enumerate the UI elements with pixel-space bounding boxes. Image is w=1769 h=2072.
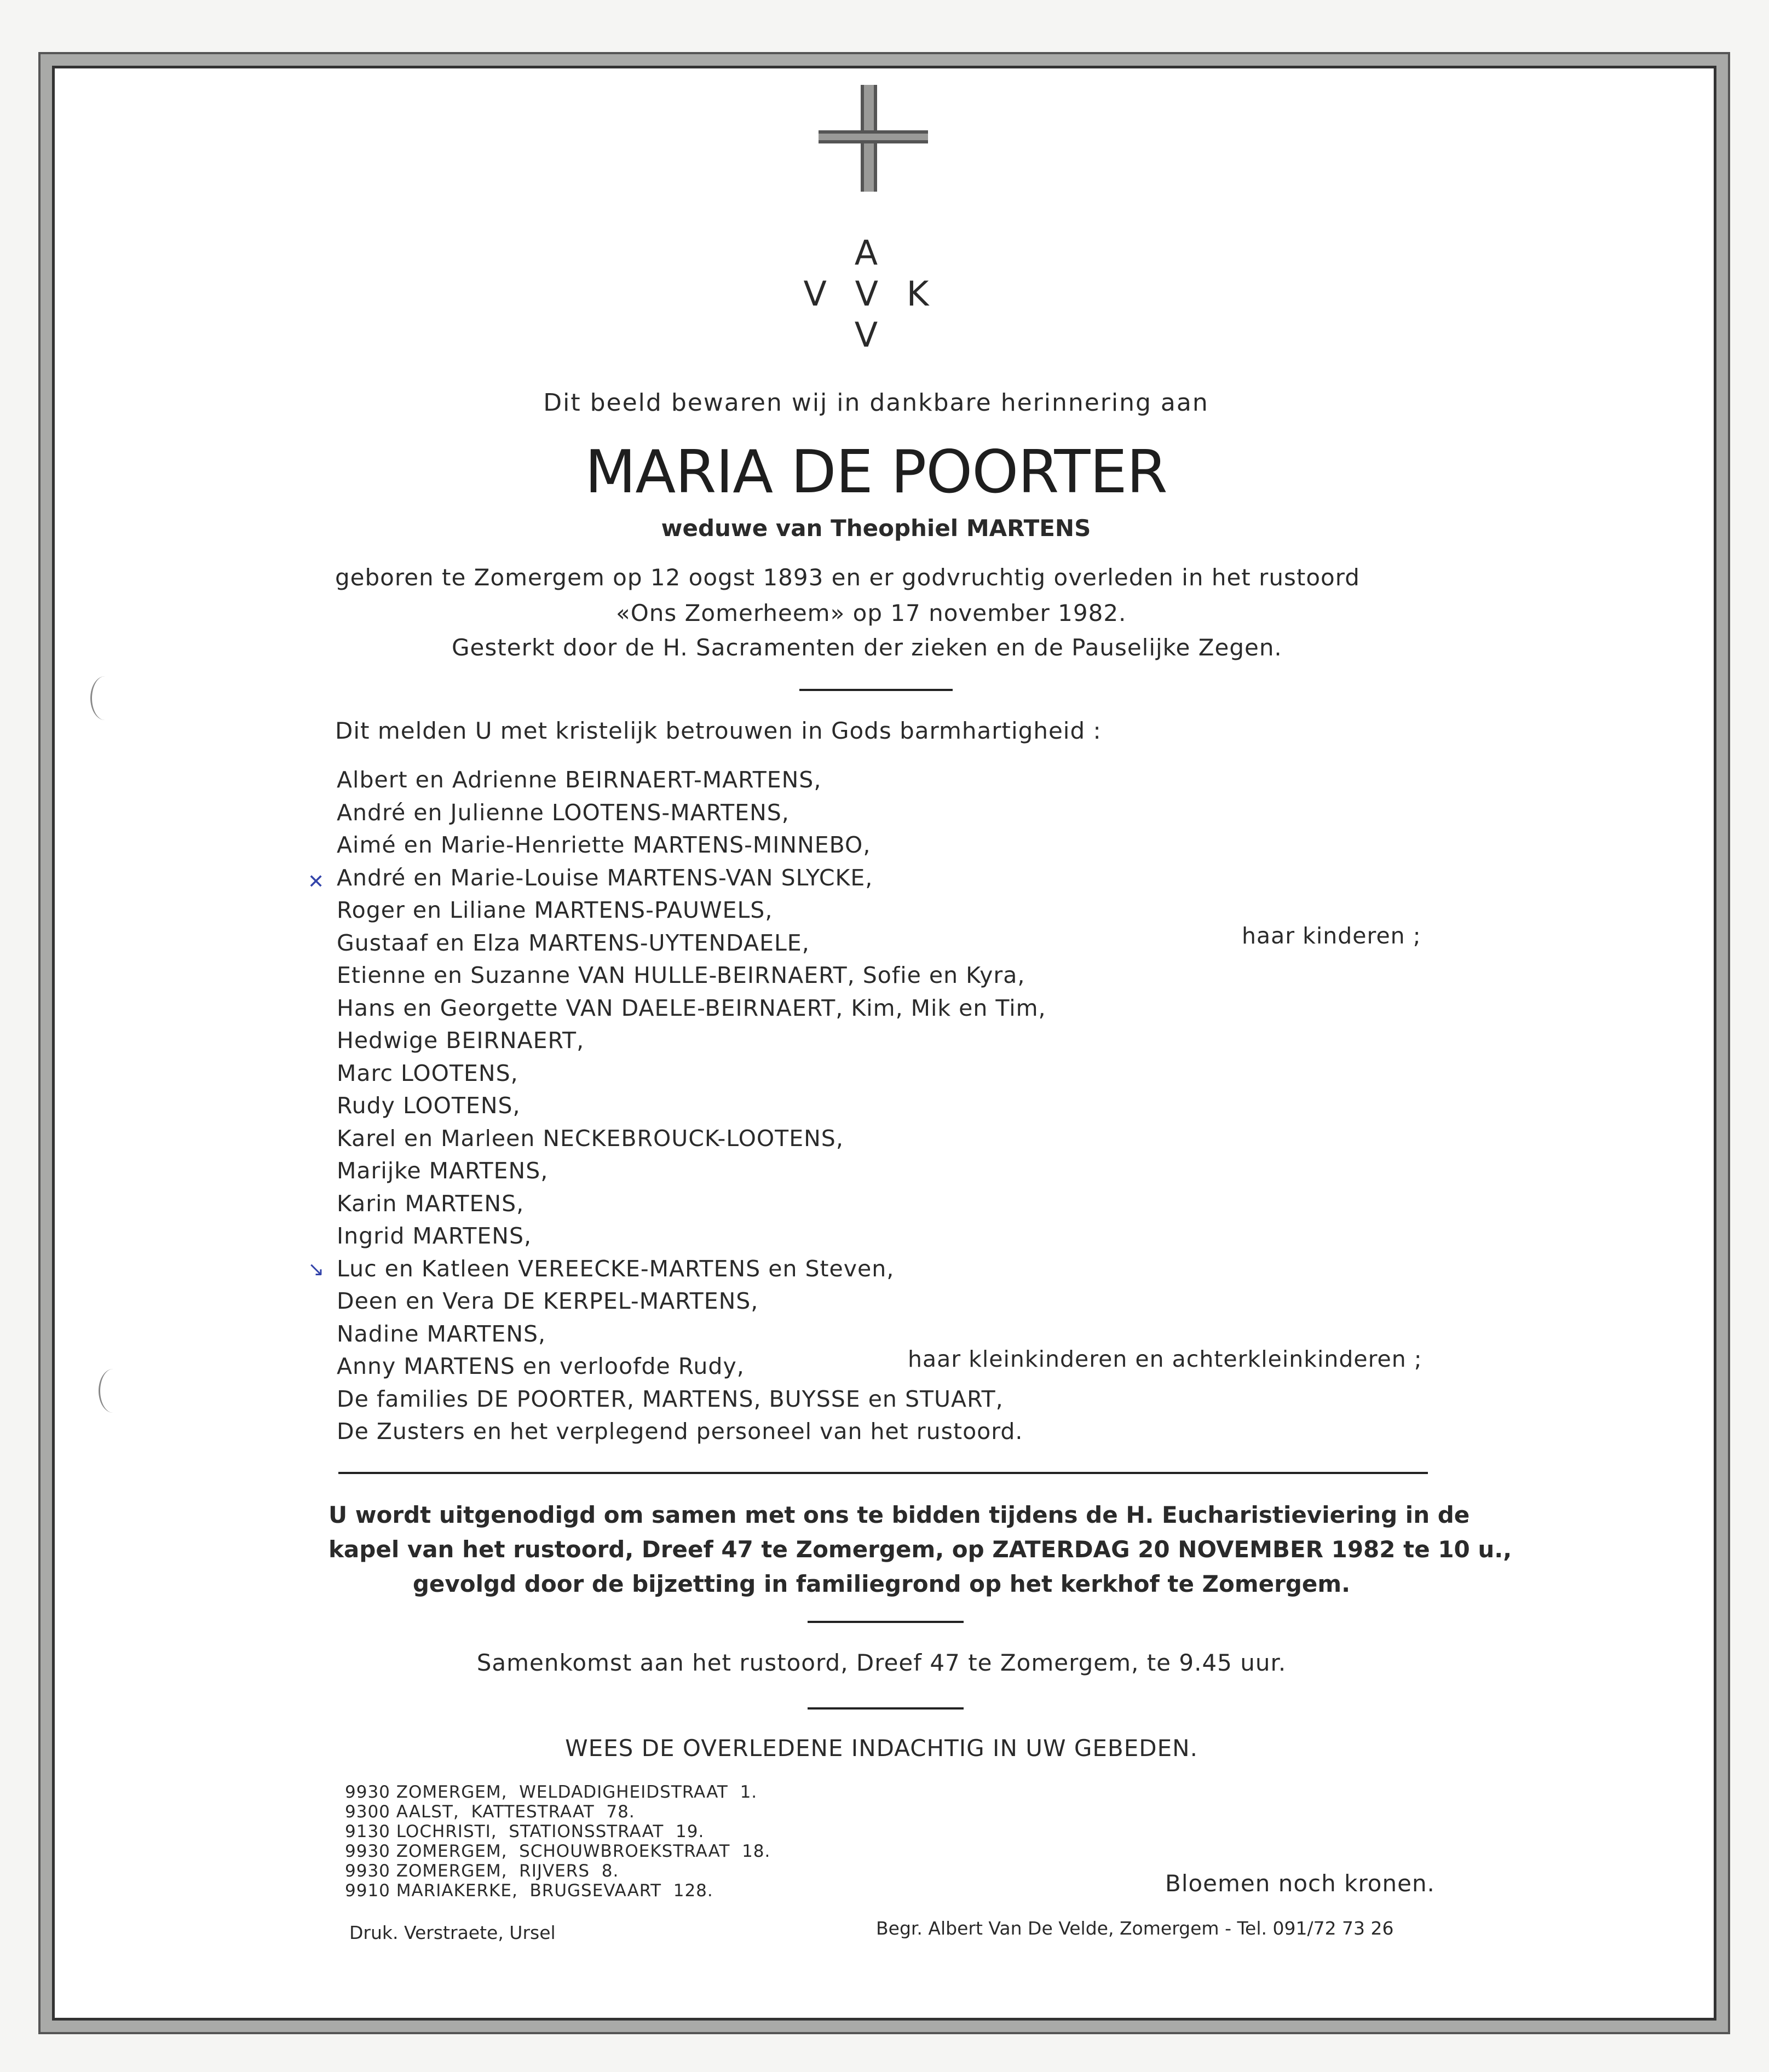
family-member-line: Nadine MARTENS,	[337, 1321, 546, 1347]
family-member-line: Hans en Georgette VAN DAELE-BEIRNAERT, Kim, Mik en Tim,	[337, 995, 1046, 1021]
printer-credit: Druk. Verstraete, Ursel	[349, 1922, 556, 1943]
deceased-name: MARIA DE POORTER	[585, 438, 1167, 507]
family-member-line: Aimé en Marie-Henriette MARTENS-MINNEBO,	[337, 832, 871, 858]
family-member-line: De Zusters en het verplegend personeel van het rustoord.	[337, 1418, 1023, 1444]
widow-subtitle: weduwe van Theophiel MARTENS	[661, 515, 1091, 542]
punch-hole-bottom	[99, 1369, 128, 1413]
monogram-top: A	[854, 233, 887, 273]
address-line: 9300 AALST, KATTESTRAAT 78.	[345, 1802, 635, 1822]
flowers-note: Bloemen noch kronen.	[1165, 1870, 1435, 1897]
family-member-line: Karin MARTENS,	[337, 1190, 525, 1217]
family-member-line: Marc LOOTENS,	[337, 1060, 518, 1086]
divider-short-3	[808, 1707, 964, 1710]
family-member-line: Karel en Marleen NECKEBROUCK-LOOTENS,	[337, 1125, 844, 1152]
family-member-line: Luc en Katleen VEREECKE-MARTENS en Steven,	[337, 1256, 895, 1282]
family-member-line: Rudy LOOTENS,	[337, 1092, 521, 1119]
family-member-line: Deen en Vera DE KERPEL-MARTENS,	[337, 1288, 759, 1314]
divider-short-2	[808, 1621, 964, 1623]
invitation-line-1: U wordt uitgenodigd om samen met ons te bidden tijdens de H. Eucharistieviering in de	[329, 1501, 1470, 1528]
family-member-line: Hedwige BEIRNAERT,	[337, 1027, 585, 1054]
prayer-line: WEES DE OVERLEDENE INDACHTIG IN UW GEBEDEN.	[565, 1735, 1198, 1762]
card-inner-panel	[52, 66, 1716, 2021]
family-member-line: De families DE POORTER, MARTENS, BUYSSE en STUART,	[337, 1386, 1004, 1412]
address-line: 9130 LOCHRISTI, STATIONSSTRAAT 19.	[345, 1822, 705, 1841]
address-line: 9910 MARIAKERKE, BRUGSEVAART 128.	[345, 1881, 713, 1901]
birth-line-2: «Ons Zomerheem» op 17 november 1982.	[616, 600, 1127, 626]
family-member-line: Anny MARTENS en verloofde Rudy,	[337, 1353, 745, 1379]
divider-long	[338, 1472, 1428, 1474]
grandchildren-label: haar kleinkinderen en achterkleinkinderen ;	[908, 1346, 1422, 1372]
address-line: 9930 ZOMERGEM, RIJVERS 8.	[345, 1861, 619, 1881]
undertaker-credit: Begr. Albert Van De Velde, Zomergem - Tel. 091/72 73 26	[876, 1918, 1394, 1939]
birth-line-3: Gesterkt door de H. Sacramenten der zieken en de Pauselijke Zegen.	[452, 634, 1282, 661]
family-member-line: Gustaaf en Elza MARTENS-UYTENDAELE,	[337, 930, 810, 956]
family-member-line: Marijke MARTENS,	[337, 1158, 549, 1184]
family-member-line: Etienne en Suzanne VAN HULLE-BEIRNAERT, Sofie en Kyra,	[337, 962, 1025, 988]
intro-line: Dit beeld bewaren wij in dankbare herinnering aan	[543, 389, 1209, 417]
divider-short-1	[799, 689, 953, 691]
address-line: 9930 ZOMERGEM, WELDADIGHEIDSTRAAT 1.	[345, 1782, 758, 1802]
family-member-line: Albert en Adrienne BEIRNAERT-MARTENS,	[337, 767, 822, 793]
children-label: haar kinderen ;	[1242, 923, 1421, 949]
family-member-line: Roger en Liliane MARTENS-PAUWELS,	[337, 897, 773, 923]
address-line: 9930 ZOMERGEM, SCHOUWBROEKSTRAAT 18.	[345, 1841, 771, 1861]
family-member-line: André en Marie-Louise MARTENS-VAN SLYCKE,	[337, 865, 873, 891]
pen-mark-1: ✕	[308, 871, 325, 893]
invitation-line-2: kapel van het rustoord, Dreef 47 te Zomergem, op ZATERDAG 20 NOVEMBER 1982 te 10 u.,	[329, 1536, 1512, 1563]
pen-mark-2: ↘	[308, 1258, 325, 1281]
family-member-line: Ingrid MARTENS,	[337, 1223, 532, 1249]
announcement-line: Dit melden U met kristelijk betrouwen in Gods barmhartigheid :	[335, 717, 1102, 744]
monogram-middle: V V K	[803, 274, 938, 314]
birth-line-1: geboren te Zomergem op 12 oogst 1893 en er godvruchtig overleden in het rustoord	[335, 564, 1360, 591]
invitation-line-3: gevolgd door de bijzetting in familiegrond op het kerkhof te Zomergem.	[412, 1570, 1351, 1597]
family-member-line: André en Julienne LOOTENS-MARTENS,	[337, 799, 790, 826]
monogram-bottom: V	[854, 315, 887, 355]
punch-hole-top	[90, 676, 119, 720]
address-list	[345, 1782, 770, 1901]
gathering-line: Samenkomst aan het rustoord, Dreef 47 te Zomergem, te 9.45 uur.	[476, 1649, 1287, 1676]
